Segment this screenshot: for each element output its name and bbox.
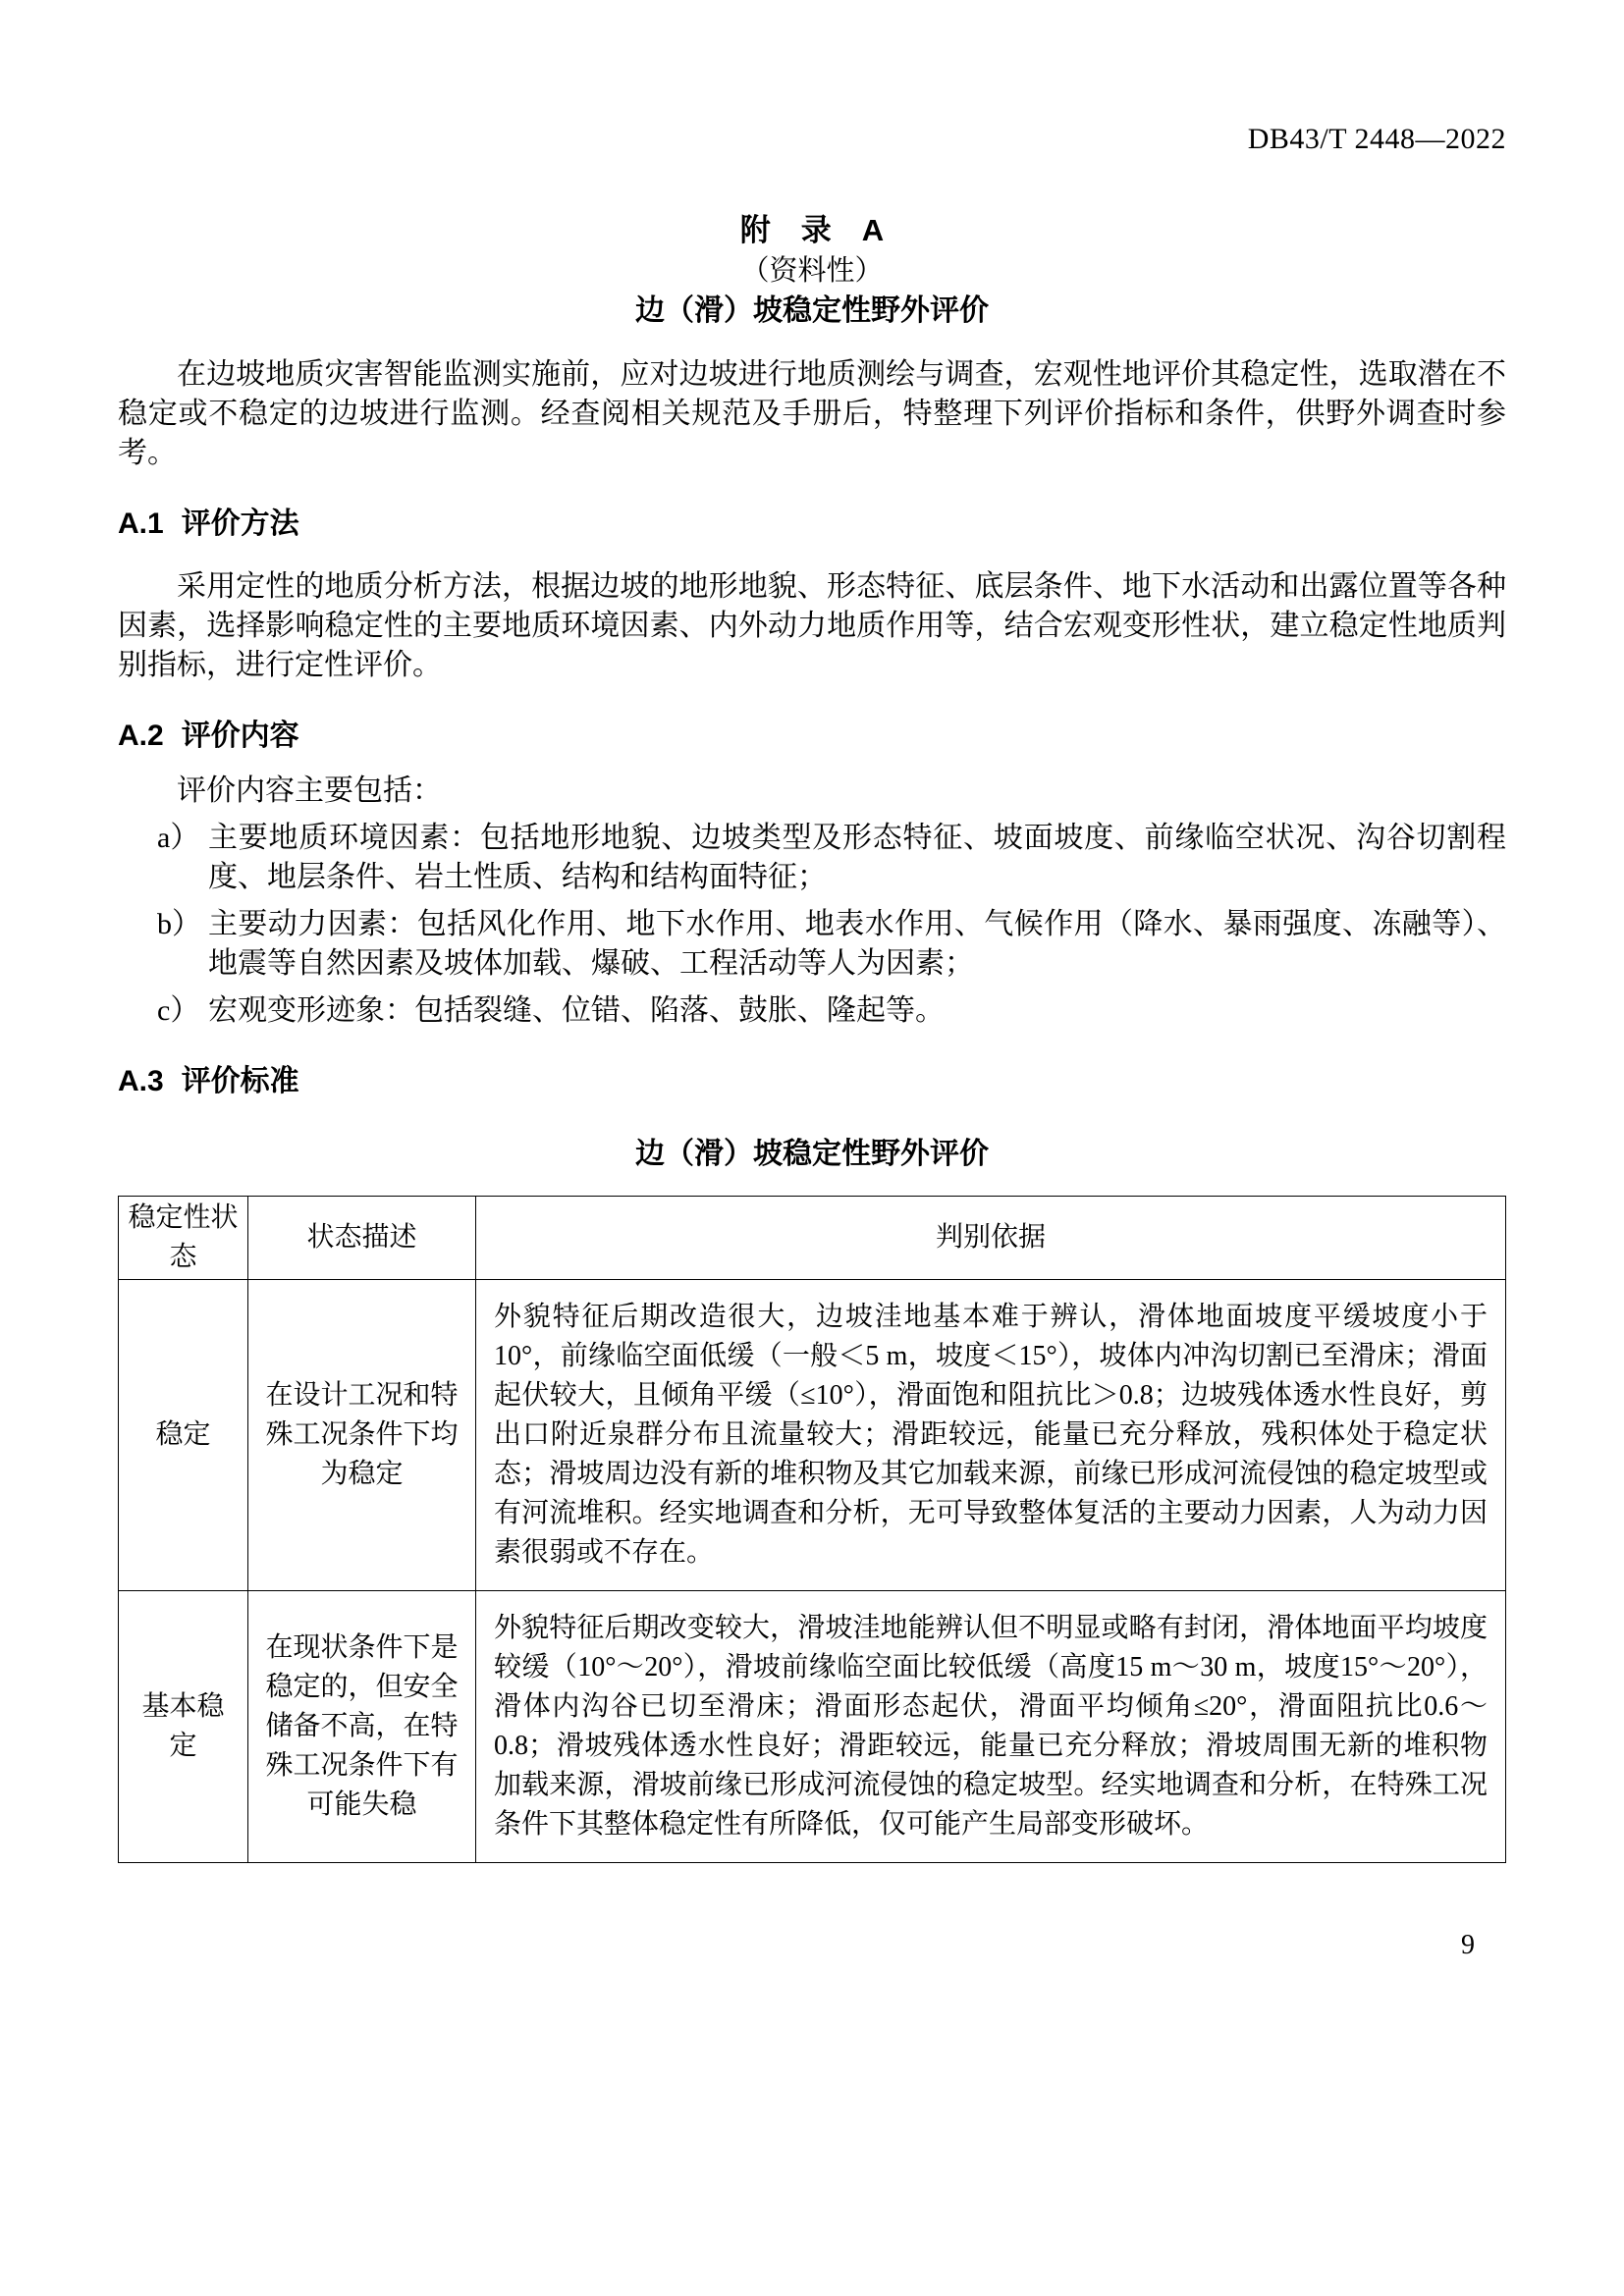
table-caption: 边（滑）坡稳定性野外评价: [635, 1138, 989, 1170]
list-item-c-text: 宏观变形迹象：包括裂缝、位错、陷落、鼓胀、隆起等。: [208, 994, 945, 1027]
cell-description-basically-stable: 在现状条件下是稳定的，但安全储备不高，在特殊工况条件下有可能失稳: [248, 1591, 476, 1863]
stability-evaluation-table: [118, 1196, 1506, 1863]
section-a3-heading: [118, 1062, 1506, 1101]
list-item-b-label: b）: [157, 908, 201, 940]
cell-state-basically-stable: 基本稳定: [119, 1591, 248, 1863]
appendix-title-block: [118, 210, 1506, 332]
col-header-state: 稳定性状态: [119, 1197, 248, 1280]
section-a3-number: A.3: [118, 1065, 164, 1097]
col-header-description: 状态描述: [248, 1197, 476, 1280]
list-item-c: [157, 991, 1506, 1031]
section-a2-number: A.2: [118, 720, 164, 752]
section-a3-title: 评价标准: [181, 1065, 299, 1097]
section-a2-lead: 评价内容主要包括：: [177, 774, 442, 807]
section-a2-title: 评价内容: [181, 720, 299, 752]
col-header-criteria: 判别依据: [476, 1197, 1506, 1280]
appendix-note: （资料性）: [740, 255, 884, 287]
page-number: 9: [1461, 1930, 1475, 1960]
list-item-a-text: 主要地质环境因素：包括地形地貌、边坡类型及形态特征、坡面坡度、前缘临空状况、沟谷切割程度、地层条件、岩土性质、结构和结构面特征；: [208, 822, 1506, 893]
cell-description-stable: 在设计工况和特殊工况条件下均为稳定: [248, 1280, 476, 1591]
cell-criteria-basically-stable: 外貌特征后期改变较大，滑坡洼地能辨认但不明显或略有封闭，滑体地面平均坡度较缓（10°～20°），滑坡前缘临空面比较低缓（高度15 m～30 m，坡度15°～20°），滑体内沟谷已切至滑床；滑面形态起伏，滑面平均倾角≤20°，滑面阻抗比0.6～0.8；滑坡残体透水性良好；滑距较远，能量已充分释放；滑坡周围无新的堆积物加载来源，滑坡前缘已形成河流侵蚀的稳定坡型。经实地调查和分析，在特殊工况条件下其整体稳定性有所降低，仅可能产生局部变形破坏。: [476, 1591, 1506, 1863]
list-item-b-text: 主要动力因素：包括风化作用、地下水作用、地表水作用、气候作用（降水、暴雨强度、冻融等）、地震等自然因素及坡体加载、爆破、工程活动等人为因素；: [208, 908, 1506, 980]
cell-criteria-stable: 外貌特征后期改造很大，边坡洼地基本难于辨认，滑体地面坡度平缓坡度小于10°，前缘临空面低缓（一般＜5 m，坡度＜15°），坡体内冲沟切割已至滑床；滑面起伏较大，且倾角平缓（≤10°），滑面饱和阻抗比＞0.8；边坡残体透水性良好，剪出口附近泉群分布且流量较大；滑距较远，能量已充分释放，残积体处于稳定状态；滑坡周边没有新的堆积物及其它加载来源，前缘已形成河流侵蚀的稳定坡型或有河流堆积。经实地调查和分析，无可导致整体复活的主要动力因素，人为动力因素很弱或不存在。: [476, 1280, 1506, 1591]
list-item-c-label: c）: [157, 994, 200, 1027]
table-header-row: [119, 1197, 1506, 1280]
appendix-subtitle: 边（滑）坡稳定性野外评价: [635, 294, 989, 327]
section-a1-number: A.1: [118, 507, 164, 540]
doc-number: DB43/T 2448—2022: [1247, 123, 1506, 155]
section-a1-title: 评价方法: [181, 507, 299, 540]
table-row-basically-stable: [119, 1591, 1506, 1863]
section-a1-body: 采用定性的地质分析方法，根据边坡的地形地貌、形态特征、底层条件、地下水活动和出露位置等各种因素，选择影响稳定性的主要地质环境因素、内外动力地质作用等，结合宏观变形性状，建立稳定性地质判别指标，进行定性评价。: [118, 570, 1506, 681]
list-item-b: [157, 905, 1506, 984]
section-a2-heading: [118, 717, 1506, 756]
cell-state-stable: 稳定: [119, 1280, 248, 1591]
list-item-a: [157, 819, 1506, 897]
list-item-a-label: a）: [157, 822, 200, 854]
table-row-stable: [119, 1280, 1506, 1591]
section-a1-heading: [118, 505, 1506, 544]
appendix-title: 附 录 A: [739, 213, 885, 247]
intro-paragraph: 在边坡地质灾害智能监测实施前，应对边坡进行地质测绘与调查，宏观性地评价其稳定性，选取潜在不稳定或不稳定的边坡进行监测。经查阅相关规范及手册后，特整理下列评价指标和条件，供野外调查时参考。: [118, 358, 1506, 469]
